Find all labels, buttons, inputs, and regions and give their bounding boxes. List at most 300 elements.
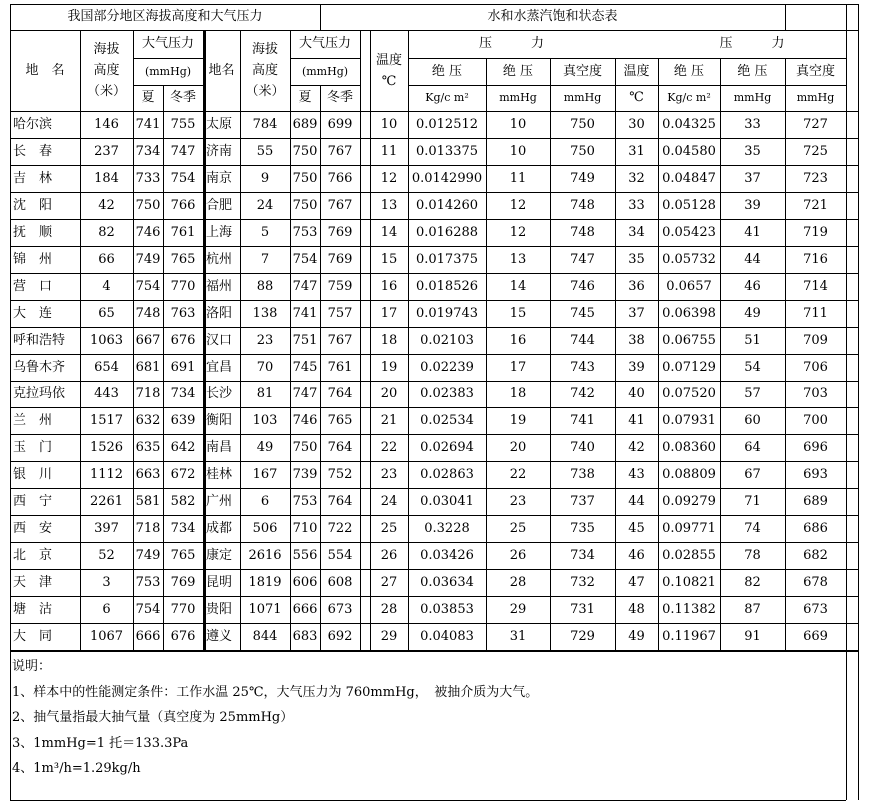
abs-pressure-mmhg: 41: [744, 224, 761, 240]
altitude-value: 844: [252, 628, 278, 644]
header-abs-pressure-mmhg-2: 绝 压: [737, 63, 768, 79]
header-atm-pressure-unit: (mmHg): [144, 64, 192, 78]
abs-pressure-mmhg: 23: [509, 493, 527, 509]
temperature-value: 14: [380, 224, 398, 240]
grid-line: [10, 246, 858, 247]
temperature-value: 18: [380, 332, 398, 348]
summer-pressure: 747: [292, 386, 318, 401]
header-atm-pressure-2: 大气压力: [298, 36, 351, 51]
temperature-value: 35: [628, 251, 645, 267]
altitude-value: 7: [260, 251, 270, 267]
summer-pressure: 754: [135, 278, 161, 294]
summer-pressure: 741: [135, 116, 161, 132]
vacuum-value: 748: [570, 224, 595, 240]
winter-pressure: 767: [327, 143, 353, 159]
temperature-value: 28: [380, 601, 398, 617]
place-name: 长沙: [206, 386, 233, 401]
summer-pressure: 749: [135, 547, 161, 563]
vacuum-value: 742: [570, 386, 595, 401]
abs-pressure-kg: 0.06398: [662, 305, 716, 321]
temperature-value: 30: [628, 116, 645, 132]
winter-pressure: 692: [327, 628, 353, 644]
temperature-value: 34: [628, 224, 645, 240]
header-unit-mmhg-2: mmHg: [733, 91, 772, 104]
abs-pressure-mmhg: 57: [744, 386, 761, 401]
place-name: 沈 阳: [13, 197, 53, 213]
temperature-value: 15: [380, 251, 398, 267]
abs-pressure-kg: 0.03634: [420, 574, 474, 590]
vacuum-value: 696: [803, 439, 828, 455]
summer-pressure: 683: [292, 628, 318, 644]
abs-pressure-kg: 0.05128: [662, 197, 716, 213]
header-altitude-2-line-3: （米）: [245, 84, 285, 99]
abs-pressure-kg: 0.07931: [662, 412, 716, 428]
summer-pressure: 749: [135, 251, 161, 267]
summer-pressure: 750: [292, 439, 318, 455]
abs-pressure-kg: 0.016288: [415, 224, 479, 240]
abs-pressure-kg: 0.02863: [420, 466, 474, 482]
abs-pressure-mmhg: 31: [509, 628, 527, 644]
abs-pressure-kg: 0.06755: [662, 332, 716, 348]
temperature-value: 10: [380, 116, 398, 132]
altitude-value: 24: [256, 197, 274, 213]
grid-line: [10, 354, 858, 355]
place-name: 营 口: [13, 278, 53, 294]
note-item: 2、抽气量指最大抽气量（真空度为 25mmHg）: [12, 710, 294, 725]
summer-pressure: 753: [135, 574, 161, 590]
abs-pressure-mmhg: 10: [509, 143, 527, 159]
header-place-name: 地 名: [25, 62, 65, 78]
vacuum-value: 732: [570, 574, 595, 590]
temperature-value: 39: [628, 359, 645, 375]
winter-pressure: 761: [170, 224, 196, 240]
temperature-value: 12: [380, 170, 398, 186]
abs-pressure-kg: 0.02103: [420, 332, 474, 348]
grid-line: [10, 651, 858, 652]
temperature-value: 17: [380, 305, 398, 321]
header-altitude-line-1: 海拔: [93, 42, 120, 57]
temperature-value: 26: [380, 547, 398, 563]
vacuum-value: 703: [803, 386, 828, 401]
abs-pressure-kg: 0.11967: [662, 628, 716, 644]
grid-line: [658, 58, 659, 651]
altitude-value: 5: [260, 224, 270, 240]
winter-pressure: 639: [170, 412, 196, 428]
grid-line: [10, 596, 858, 597]
altitude-value: 55: [256, 143, 274, 159]
abs-pressure-kg: 0.10821: [662, 574, 716, 590]
altitude-value: 443: [94, 386, 119, 401]
abs-pressure-mmhg: 37: [744, 170, 761, 186]
temperature-value: 40: [628, 386, 645, 401]
place-name: 银 川: [13, 466, 53, 482]
grid-line: [163, 85, 164, 651]
vacuum-value: 741: [570, 412, 595, 428]
abs-pressure-mmhg: 33: [744, 116, 761, 132]
abs-pressure-mmhg: 16: [509, 332, 527, 348]
place-name: 玉 门: [13, 439, 53, 455]
altitude-value: 1517: [89, 412, 124, 428]
summer-pressure: 754: [135, 601, 161, 617]
abs-pressure-kg: 0.04580: [662, 143, 716, 159]
abs-pressure-mmhg: 18: [509, 386, 527, 401]
header-altitude-line-3: （米）: [86, 84, 126, 99]
grid-line: [10, 488, 858, 489]
winter-pressure: 734: [170, 386, 196, 401]
abs-pressure-mmhg: 67: [744, 466, 761, 482]
abs-pressure-kg: 0.02855: [662, 547, 716, 563]
summer-pressure: 666: [292, 601, 318, 617]
header-temperature-2: 温度: [623, 63, 650, 79]
winter-pressure: 763: [170, 305, 196, 321]
altitude-value: 184: [94, 170, 119, 186]
altitude-value: 6: [260, 493, 270, 509]
grid-line: [785, 4, 786, 30]
winter-pressure: 764: [327, 493, 353, 509]
abs-pressure-kg: 0.11382: [662, 601, 716, 617]
grid-line: [846, 4, 847, 800]
vacuum-value: 744: [570, 332, 595, 348]
abs-pressure-mmhg: 13: [509, 251, 527, 267]
winter-pressure: 759: [327, 278, 353, 294]
grid-line: [10, 381, 858, 382]
temperature-value: 37: [628, 305, 645, 321]
altitude-value: 138: [252, 305, 278, 321]
vacuum-value: 721: [803, 197, 828, 213]
summer-pressure: 750: [292, 143, 318, 159]
abs-pressure-kg: 0.0657: [666, 278, 712, 294]
temperature-value: 23: [380, 466, 398, 482]
vacuum-value: 727: [803, 116, 828, 132]
altitude-value: 42: [98, 197, 115, 213]
abs-pressure-mmhg: 74: [744, 520, 761, 536]
place-name: 乌鲁木齐: [13, 359, 66, 375]
altitude-value: 1819: [248, 574, 282, 590]
header-unit-mmhg-vac: mmHg: [563, 91, 602, 104]
place-name: 衡阳: [206, 412, 233, 428]
altitude-value: 2261: [89, 493, 124, 509]
winter-pressure: 767: [327, 197, 353, 213]
temperature-value: 11: [380, 143, 398, 159]
temperature-value: 38: [628, 332, 645, 348]
abs-pressure-mmhg: 49: [744, 305, 761, 321]
abs-pressure-kg: 0.03426: [420, 547, 474, 563]
vacuum-value: 747: [570, 251, 595, 267]
abs-pressure-mmhg: 60: [744, 412, 761, 428]
grid-line: [10, 4, 11, 800]
grid-line: [10, 4, 858, 5]
header-temperature-line-1: 温度: [375, 52, 402, 68]
summer-pressure: 741: [292, 305, 318, 321]
place-name: 克拉玛依: [13, 386, 66, 401]
winter-pressure: 770: [170, 278, 196, 294]
altitude-value: 88: [256, 278, 274, 294]
altitude-value: 1071: [248, 601, 282, 617]
vacuum-value: 716: [803, 251, 828, 267]
winter-pressure: 673: [327, 601, 353, 617]
grid-line: [615, 58, 616, 651]
header-abs-pressure-2: 绝 压: [673, 63, 705, 79]
abs-pressure-kg: 0.019743: [415, 305, 479, 321]
summer-pressure: 750: [292, 197, 318, 213]
altitude-value: 3: [102, 574, 111, 590]
abs-pressure-kg: 0.05732: [662, 251, 716, 267]
altitude-value: 103: [252, 412, 278, 428]
place-name: 昆明: [206, 574, 233, 590]
header-summer-2: 夏: [298, 90, 312, 105]
summer-pressure: 667: [135, 332, 161, 348]
abs-pressure-kg: 0.04847: [662, 170, 716, 186]
grid-line: [203, 30, 206, 651]
temperature-value: 42: [628, 439, 645, 455]
vacuum-value: 682: [803, 547, 828, 563]
grid-line: [370, 30, 371, 651]
vacuum-value: 749: [570, 170, 595, 186]
place-name: 北 京: [13, 547, 53, 563]
summer-pressure: 753: [292, 224, 318, 240]
place-name: 锦 州: [13, 251, 53, 267]
vacuum-value: 711: [803, 305, 828, 321]
place-name: 抚 顺: [13, 224, 53, 240]
summer-pressure: 581: [135, 493, 161, 509]
place-name: 汉口: [206, 332, 233, 348]
header-altitude: [80, 30, 133, 111]
altitude-value: 23: [256, 332, 274, 348]
header-pressure-group: 压 力: [478, 36, 544, 51]
summer-pressure: 632: [135, 412, 161, 428]
abs-pressure-kg: 0.07520: [662, 386, 716, 401]
abs-pressure-mmhg: 87: [744, 601, 761, 617]
abs-pressure-mmhg: 17: [509, 359, 527, 375]
header-pressure-group-2: 压 力: [719, 36, 785, 51]
abs-pressure-kg: 0.03041: [420, 493, 474, 509]
grid-line: [10, 111, 858, 112]
header-summer: 夏: [141, 90, 155, 105]
grid-line: [720, 58, 721, 651]
grid-line: [10, 569, 858, 570]
vacuum-value: 735: [570, 520, 595, 536]
vacuum-value: 725: [803, 143, 828, 159]
summer-pressure: 746: [135, 224, 161, 240]
winter-pressure: 582: [170, 493, 196, 509]
grid-line: [290, 85, 360, 86]
abs-pressure-kg: 0.0142990: [411, 170, 483, 186]
winter-pressure: 747: [170, 143, 196, 159]
grid-line: [290, 30, 291, 651]
temperature-value: 31: [628, 143, 645, 159]
grid-line: [10, 407, 858, 408]
winter-pressure: 676: [170, 332, 196, 348]
summer-pressure: 635: [135, 439, 161, 455]
abs-pressure-kg: 0.017375: [415, 251, 479, 267]
vacuum-value: 750: [570, 143, 595, 159]
grid-line: [290, 58, 360, 59]
winter-pressure: 676: [170, 628, 196, 644]
summer-pressure: 663: [135, 466, 161, 482]
header-altitude-2: [240, 30, 290, 111]
winter-pressure: 761: [327, 359, 353, 375]
place-name: 天 津: [13, 574, 53, 590]
place-name: 大 同: [13, 628, 53, 644]
header-atm-pressure-unit-2: (mmHg): [301, 64, 349, 78]
grid-line: [408, 30, 409, 651]
vacuum-value: 745: [570, 305, 595, 321]
winter-pressure: 769: [327, 251, 353, 267]
abs-pressure-kg: 0.09279: [662, 493, 716, 509]
left-table-title: 我国部分地区海拔高度和大气压力: [67, 9, 263, 24]
temperature-value: 24: [380, 493, 398, 509]
summer-pressure: 718: [135, 386, 161, 401]
grid-line: [320, 4, 321, 30]
temperature-value: 45: [628, 520, 645, 536]
altitude-value: 49: [256, 439, 274, 455]
grid-line: [10, 192, 858, 193]
summer-pressure: 751: [292, 332, 318, 348]
altitude-value: 1067: [89, 628, 124, 644]
grid-line: [858, 4, 859, 800]
grid-line: [10, 515, 858, 516]
vacuum-value: 669: [803, 628, 828, 644]
header-temperature: [370, 30, 408, 111]
altitude-value: 146: [94, 116, 119, 132]
grid-line: [10, 300, 858, 301]
summer-pressure: 681: [135, 359, 161, 375]
place-name: 大 连: [13, 305, 53, 321]
grid-line: [10, 30, 858, 31]
altitude-value: 1063: [89, 332, 124, 348]
grid-line: [360, 30, 361, 651]
vacuum-value: 678: [803, 574, 828, 590]
grid-line: [80, 30, 81, 651]
summer-pressure: 753: [292, 493, 318, 509]
grid-line: [240, 30, 241, 651]
vacuum-value: 686: [803, 520, 828, 536]
abs-pressure-mmhg: 71: [744, 493, 761, 509]
header-altitude-2-line-2: 高度: [251, 63, 278, 78]
grid-line: [785, 58, 786, 651]
temperature-value: 20: [380, 386, 398, 401]
header-altitude-2-line-1: 海拔: [251, 42, 278, 57]
place-name: 呼和浩特: [13, 332, 66, 348]
altitude-value: 65: [98, 305, 115, 321]
abs-pressure-kg: 0.018526: [415, 278, 479, 294]
temperature-value: 27: [380, 574, 398, 590]
place-name: 塘 沽: [13, 601, 53, 617]
temperature-value: 32: [628, 170, 645, 186]
winter-pressure: 734: [170, 520, 196, 536]
summer-pressure: 556: [292, 547, 318, 563]
place-name: 济南: [206, 143, 233, 159]
altitude-value: 66: [98, 251, 115, 267]
grid-line: [133, 58, 203, 59]
grid-line: [10, 542, 858, 543]
grid-line: [133, 30, 134, 651]
place-name: 长 春: [13, 143, 53, 159]
winter-pressure: 770: [170, 601, 196, 617]
winter-pressure: 722: [327, 520, 353, 536]
altitude-value: 1526: [89, 439, 124, 455]
place-name: 西 安: [13, 520, 53, 536]
winter-pressure: 764: [327, 386, 353, 401]
abs-pressure-mmhg: 51: [744, 332, 761, 348]
winter-pressure: 608: [327, 574, 353, 590]
abs-pressure-kg: 0.02239: [420, 359, 474, 375]
summer-pressure: 718: [135, 520, 161, 536]
temperature-value: 47: [628, 574, 645, 590]
abs-pressure-kg: 0.02383: [420, 386, 474, 401]
abs-pressure-mmhg: 25: [509, 520, 527, 536]
abs-pressure-mmhg: 12: [509, 224, 527, 240]
vacuum-value: 719: [803, 224, 828, 240]
abs-pressure-mmhg: 15: [509, 305, 527, 321]
abs-pressure-mmhg: 54: [744, 359, 761, 375]
temperature-value: 21: [380, 412, 398, 428]
temperature-value: 29: [380, 628, 398, 644]
abs-pressure-kg: 0.014260: [415, 197, 479, 213]
abs-pressure-kg: 0.02694: [420, 439, 474, 455]
header-vacuum-2: 真空度: [795, 63, 835, 79]
note-item: 1、样本中的性能测定条件：工作水温 25℃，大气压力为 760mmHg， 被抽介质为大气。: [12, 684, 539, 700]
altitude-value: 6: [102, 601, 111, 617]
abs-pressure-mmhg: 91: [744, 628, 761, 644]
winter-pressure: 672: [170, 466, 196, 482]
place-name: 合肥: [206, 197, 233, 213]
summer-pressure: 745: [292, 359, 318, 375]
altitude-value: 654: [94, 359, 119, 375]
grid-line: [10, 219, 858, 220]
place-name: 吉 林: [13, 170, 53, 186]
grid-line: [550, 58, 551, 651]
vacuum-value: 750: [570, 116, 595, 132]
right-table-title: 水和水蒸汽饱和状态表: [487, 9, 618, 24]
header-winter: 冬季: [169, 90, 196, 105]
grid-line: [10, 138, 858, 139]
place-name: 遵义: [206, 628, 233, 644]
place-name: 南京: [206, 170, 233, 186]
vacuum-value: 709: [803, 332, 828, 348]
altitude-value: 52: [98, 547, 115, 563]
header-vacuum: 真空度: [562, 63, 602, 79]
grid-line: [10, 800, 846, 801]
abs-pressure-mmhg: 29: [509, 601, 527, 617]
abs-pressure-kg: 0.05423: [662, 224, 716, 240]
grid-line: [10, 327, 858, 328]
summer-pressure: 746: [292, 412, 318, 428]
temperature-value: 22: [380, 439, 398, 455]
header-altitude-line-2: 高度: [93, 63, 120, 78]
vacuum-value: 693: [803, 466, 828, 482]
header-abs-pressure: 绝 压: [431, 63, 463, 79]
altitude-value: 506: [252, 520, 278, 536]
notes-heading: 说明：: [12, 659, 52, 674]
altitude-value: 4: [102, 278, 111, 294]
winter-pressure: 767: [327, 332, 353, 348]
header-atm-pressure: 大气压力: [141, 36, 194, 51]
summer-pressure: 739: [292, 466, 318, 482]
vacuum-value: 700: [803, 412, 828, 428]
temperature-value: 49: [628, 628, 645, 644]
grid-line: [10, 461, 858, 462]
vacuum-value: 673: [803, 601, 828, 617]
abs-pressure-mmhg: 22: [509, 466, 527, 482]
summer-pressure: 733: [135, 170, 161, 186]
temperature-value: 33: [628, 197, 645, 213]
abs-pressure-kg: 0.012512: [415, 116, 479, 132]
summer-pressure: 750: [135, 197, 161, 213]
abs-pressure-mmhg: 20: [509, 439, 527, 455]
header-winter-2: 冬季: [326, 90, 353, 105]
vacuum-value: 734: [570, 547, 595, 563]
